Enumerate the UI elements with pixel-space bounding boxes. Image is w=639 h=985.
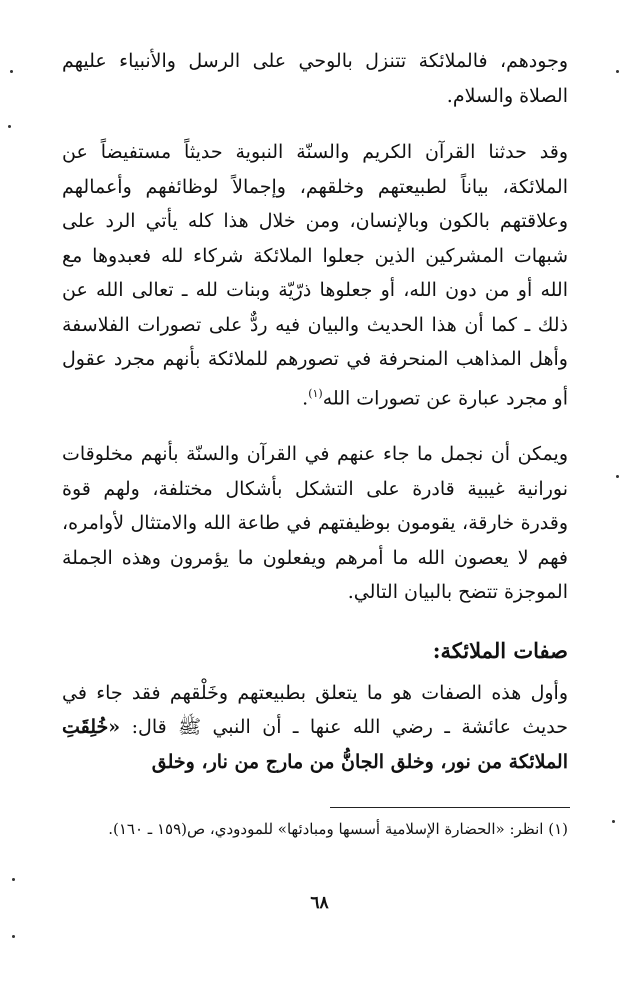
page-body xyxy=(62,44,568,779)
paragraph-2-text: وقد حدثنا القرآن الكريم والسنّة النبوية حديثاً مستفيضاً عن الملائكة، بياناً لطبيعتهم وخلقهم، وإجمالاً لوظائفهم وأعمالهم وعلاقتهم بالكون وبالإنسان، ومن خلال هذا كله يأتي الرد على شبهات المشركين الذين جعلوا الملائكة شركاء لله فعبدوها مع الله أو من دون الله، أو جعلوها ذرّيّة وبنات لله ـ تعالى الله عن ذلك ـ كما أن هذا الحديث والبيان فيه ردٌّ على تصورات الفلاسفة وأهل المذاهب المنحرفة في تصورهم للملائكة بأنهم مجرد عقول أو مجرد عبارة عن تصورات الله xyxy=(62,141,568,409)
footnote: (١) انظر: «الحضارة الإسلامية أسسها ومبادئها» للمودودي، ص(١٥٩ ـ ١٦٠). xyxy=(108,820,568,838)
footnote-reference[interactable]: (١) xyxy=(308,386,323,400)
footnote-divider xyxy=(330,807,570,808)
page-number: ٦٨ xyxy=(310,893,329,913)
scan-speck xyxy=(612,820,615,823)
scan-speck xyxy=(12,878,15,881)
scan-speck xyxy=(10,70,13,73)
scan-speck xyxy=(8,125,11,128)
paragraph-4-intro: وأول هذه الصفات هو ما يتعلق بطبيعتهم وخَلْقهم فقد جاء في حديث عائشة ـ رضي الله عنها ـ أن النبي ﷺ قال: xyxy=(62,681,568,739)
section-heading: صفات الملائكة: xyxy=(432,637,568,663)
scan-speck xyxy=(616,70,619,73)
scan-speck xyxy=(616,475,619,478)
paragraph-4 xyxy=(62,676,568,780)
paragraph-2 xyxy=(62,135,568,415)
paragraph-3: ويمكن أن نجمل ما جاء عنهم في القرآن والسنّة بأنهم مخلوقات نورانية غيبية قادرة على التشكل بأشكال مختلفة، ولهم قوة وقدرة خارقة، يقومون بوظيفتهم في طاعة الله والامتثال لأوامره، فهم لا يعصون الله ما أمرهم ويفعلون ما يؤمرون وهذه الجملة الموجزة تتضح بالبيان التالي. xyxy=(62,443,568,604)
paragraph-2-end: . xyxy=(302,386,309,409)
paragraph-1: وجودهم، فالملائكة تتنزل بالوحي على الرسل والأنبياء عليهم الصلاة والسلام. xyxy=(62,50,568,107)
hadith-quote: «خُلِقَتِ الملائكة من نور، وخلق الجانُّ من مارج من نار، وخلق xyxy=(62,716,568,773)
scan-speck xyxy=(12,935,15,938)
